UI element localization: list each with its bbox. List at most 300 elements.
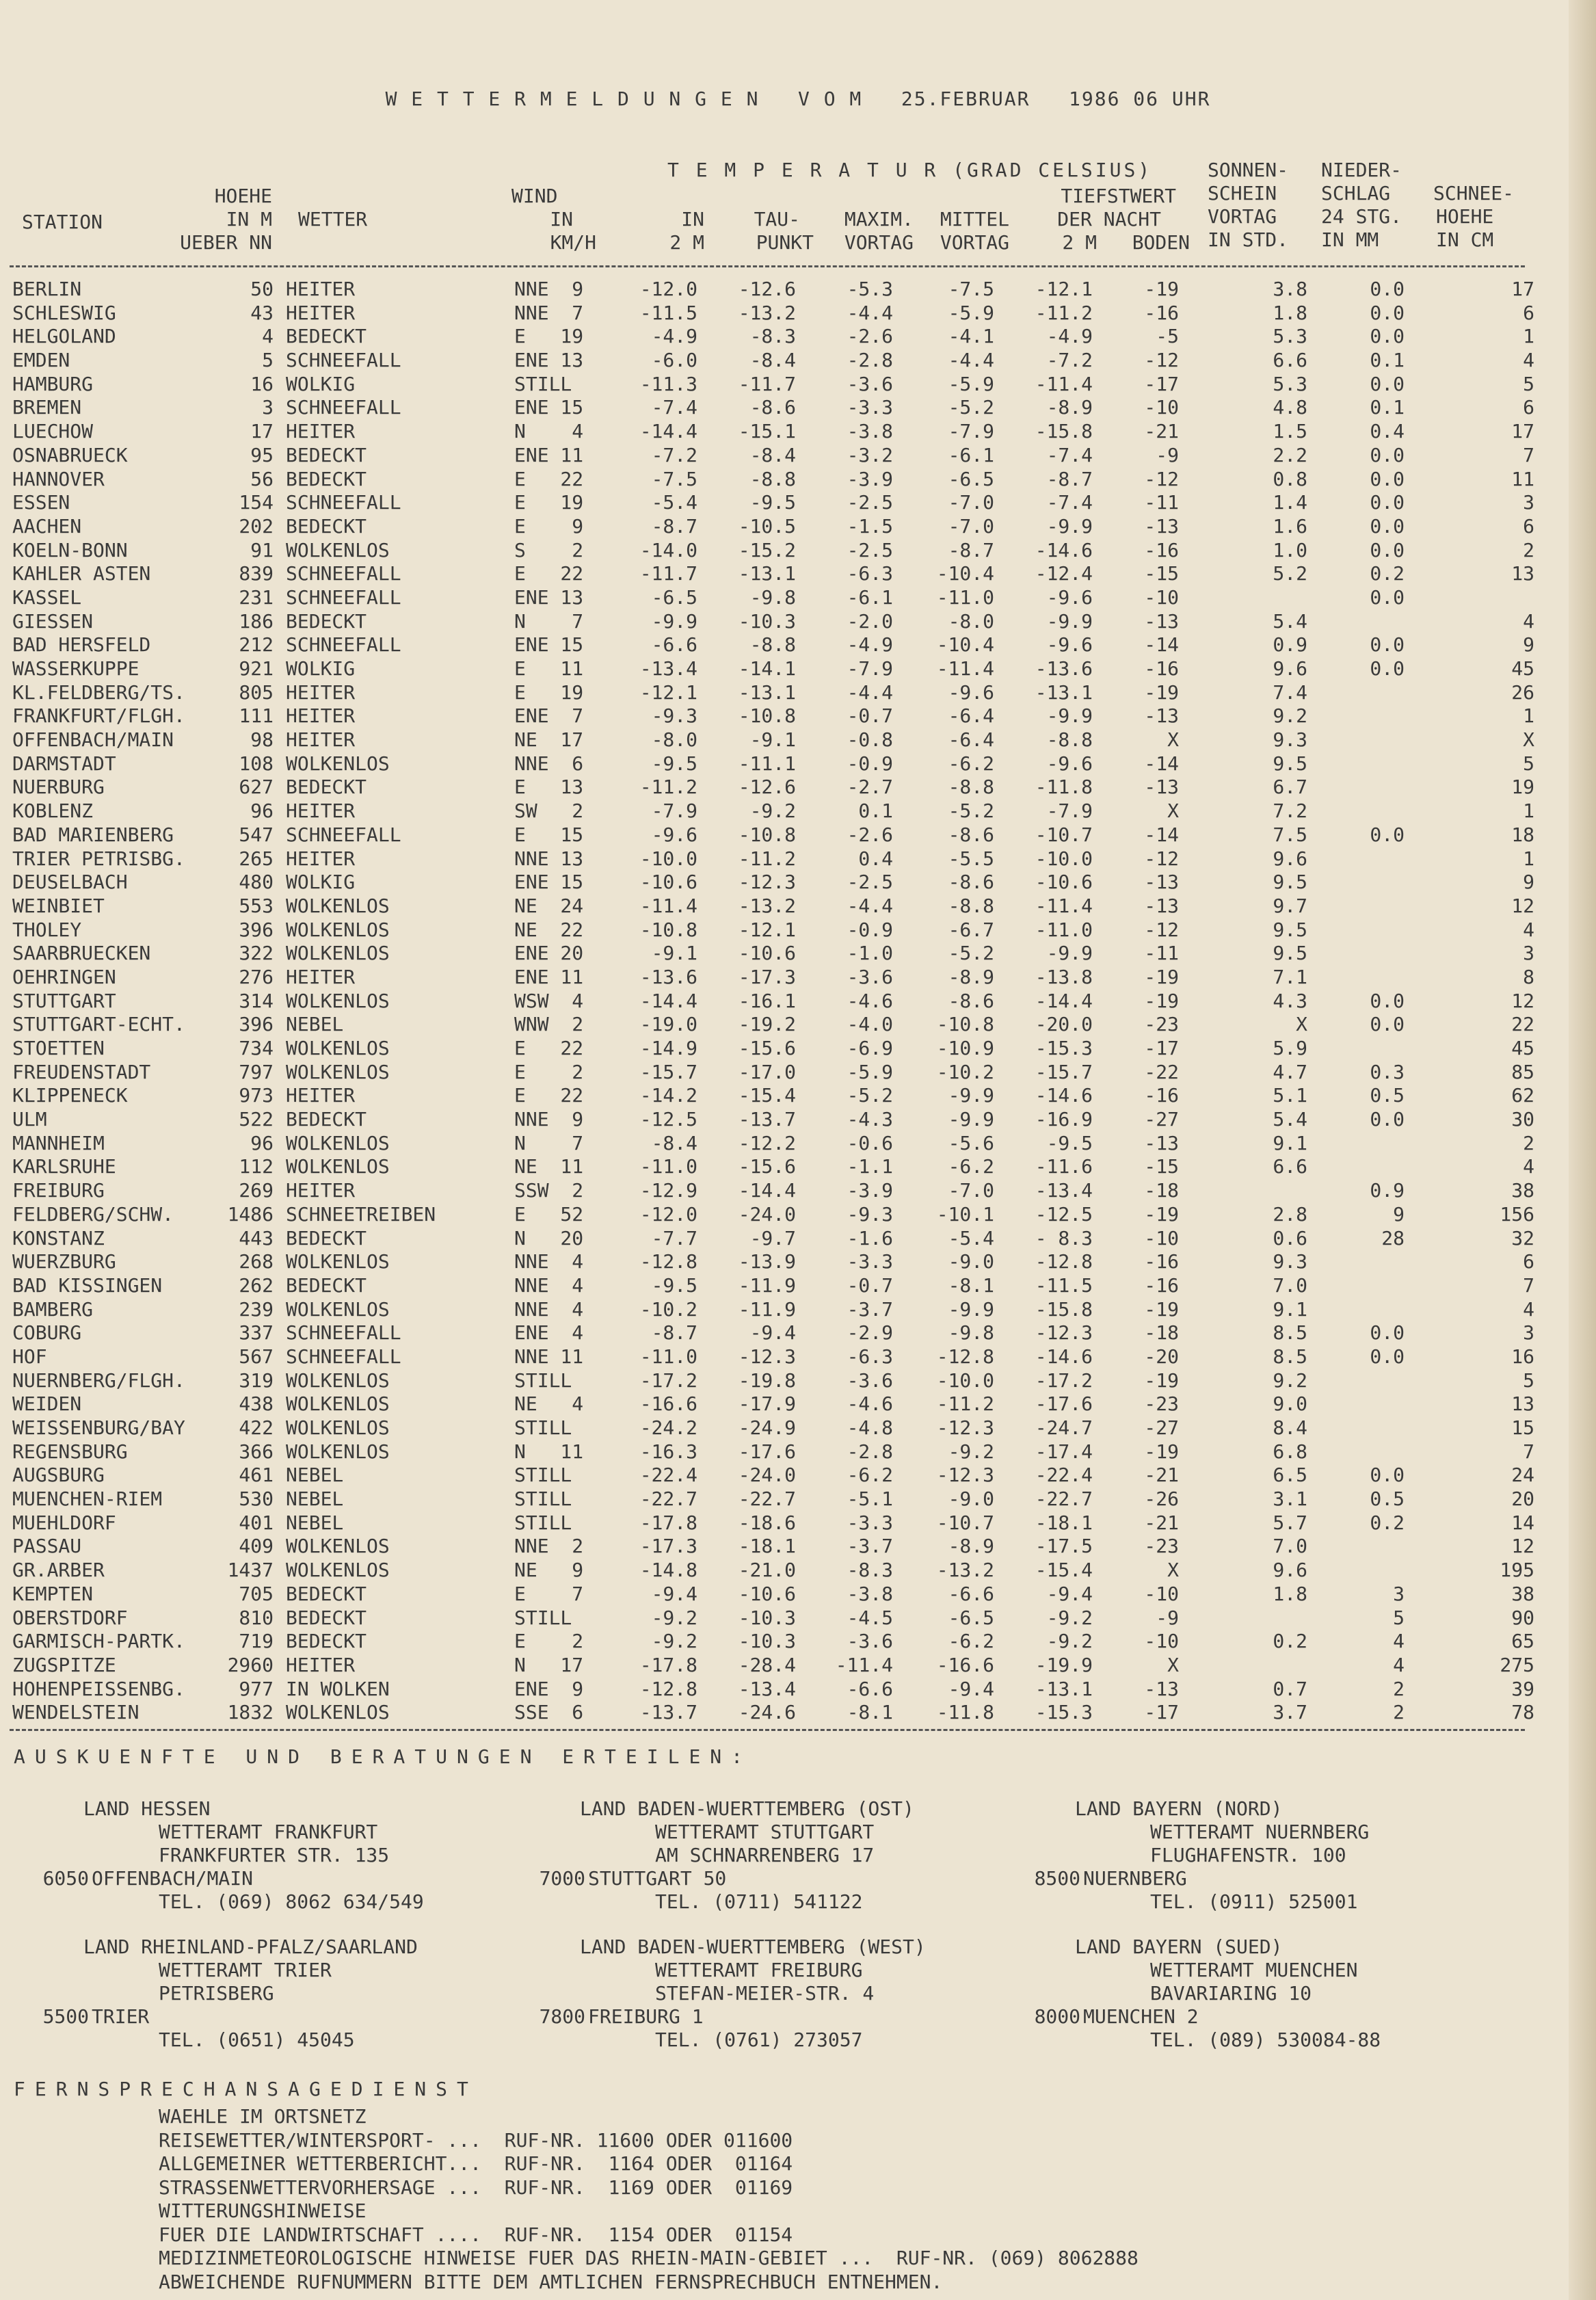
cell-tiefst-boden: -19 [1144,278,1179,300]
cell-temp-2m: -22.7 [639,1488,697,1511]
cell-nieder: 2 [1393,1701,1405,1724]
cell-schnee: 17 [1511,278,1534,300]
cell-wetter: HEITER [286,799,356,823]
phone-service-line: REISEWETTER/WINTERSPORT- ... RUF-NR. 11600 ODER 011600 [159,2128,793,2152]
cell-tiefst-boden: -13 [1144,1131,1179,1154]
cell-temp-2m: -22.4 [639,1464,697,1487]
cell-tiefst-2m: -15.4 [1035,1559,1093,1582]
office-city: MUENCHEN 2 [1083,2005,1199,2028]
office-plz: 7000 [539,1867,585,1890]
table-row [0,1321,1596,1345]
table-row [0,918,1596,942]
cell-tiefst-boden: -21 [1144,1464,1179,1487]
cell-station: LUECHOW [12,420,94,443]
cell-wetter: BEDECKT [286,1226,367,1250]
cell-station: SCHLESWIG [12,301,116,324]
cell-sonne: 0.6 [1273,1226,1307,1250]
table-row [0,1061,1596,1085]
cell-taupunkt: -9.1 [749,728,796,752]
cell-tiefst-2m: -9.2 [1046,1606,1093,1629]
cell-temp-2m: -5.4 [651,491,697,514]
cell-mittel: -10.1 [936,1202,994,1226]
table-row [0,704,1596,728]
cell-maxim: -3.7 [847,1297,893,1321]
cell-taupunkt: -24.9 [738,1416,796,1439]
cell-wetter: WOLKENLOS [286,989,390,1012]
table-row [0,776,1596,799]
cell-station: KEMPTEN [12,1582,94,1605]
cell-nieder: 0.0 [1370,325,1405,348]
table-row [0,990,1596,1014]
cell-taupunkt: -12.1 [738,918,796,941]
cell-wind: STILL [514,1369,572,1392]
office-block [8,1935,418,2052]
cell-sonne: 0.8 [1273,467,1307,490]
cell-tiefst-2m: -14.6 [1035,538,1093,561]
cell-maxim: -3.3 [847,1250,893,1273]
cell-wind: E 22 [514,1037,584,1059]
office-city-row [505,1867,914,1890]
cell-temp-2m: -14.2 [639,1084,697,1107]
cell-maxim: -2.6 [847,823,893,846]
cell-station: COBURG [12,1321,82,1345]
cell-nieder: 0.1 [1370,349,1405,372]
cell-tiefst-boden: -19 [1144,1202,1179,1226]
cell-sonne: 5.1 [1273,1084,1307,1107]
cell-tiefst-2m: -16.9 [1035,1108,1093,1131]
cell-station: DARMSTADT [12,752,116,775]
cell-sonne: 9.1 [1273,1297,1307,1321]
cell-maxim: -2.8 [847,349,893,372]
cell-temp-2m: -14.9 [639,1037,697,1059]
cell-maxim: -2.5 [847,491,893,514]
cell-sonne: 7.0 [1273,1273,1307,1297]
cell-station: HANNOVER [12,467,105,490]
cell-schnee: 85 [1511,1060,1534,1083]
cell-temp-2m: -8.7 [651,514,697,538]
cell-hoehe: 461 [239,1464,274,1487]
cell-hoehe: 319 [239,1369,274,1392]
cell-schnee: 90 [1511,1606,1534,1629]
cell-taupunkt: -10.8 [738,823,796,846]
cell-wetter: WOLKIG [286,657,356,680]
cell-mittel: -5.9 [948,372,994,395]
office-line: FRANKFURTER STR. 135 [159,1844,390,1866]
cell-wind: STILL [514,1488,572,1511]
cell-schnee: 6 [1523,1250,1534,1273]
cell-taupunkt: -24.0 [738,1202,796,1226]
cell-taupunkt: -15.2 [738,538,796,561]
cell-station: REGENSBURG [12,1440,128,1463]
cell-mittel: -9.9 [948,1108,994,1131]
cell-maxim: -2.0 [847,609,893,633]
cell-hoehe: 95 [250,443,274,466]
header-tiefst-2m: 2 M [1062,231,1097,254]
cell-station: FRANKFURT/FLGH. [12,704,185,728]
cell-wetter: HEITER [286,965,356,988]
cell-taupunkt: -19.8 [738,1369,796,1392]
cell-tiefst-2m: -15.3 [1035,1037,1093,1059]
cell-temp-2m: -10.0 [639,847,697,870]
cell-tiefst-boden: X [1167,799,1179,823]
office-phone: TEL. (089) 530084-88 [1150,2028,1381,2051]
cell-taupunkt: -21.0 [738,1559,796,1582]
cell-station: HOHENPEISSENBG. [12,1677,185,1700]
cell-station: SAARBRUECKEN [12,942,151,965]
header-wetter: WETTER [298,208,368,230]
cell-tiefst-boden: -13 [1144,609,1179,633]
cell-wind: ENE 4 [514,1321,584,1345]
cell-schnee: 5 [1523,752,1534,775]
cell-mittel: -6.1 [948,443,994,466]
cell-mittel: -8.8 [948,776,994,799]
cell-wind: NNE 13 [514,847,584,870]
cell-taupunkt: -10.3 [738,1630,796,1653]
cell-station: KARLSRUHE [12,1155,116,1178]
cell-wind: E 19 [514,491,584,514]
cell-tiefst-2m: -17.6 [1035,1392,1093,1416]
cell-hoehe: 322 [239,942,274,965]
cell-nieder: 0.0 [1370,657,1405,680]
cell-wind: E 13 [514,776,584,799]
cell-maxim: -2.7 [847,776,893,799]
cell-taupunkt: -15.6 [738,1037,796,1059]
cell-station: FREUDENSTADT [12,1060,151,1083]
cell-taupunkt: -12.6 [738,776,796,799]
header-taupunkt-2: PUNKT [756,231,814,254]
cell-hoehe: 231 [239,585,274,609]
cell-mittel: -10.2 [936,1060,994,1083]
cell-wetter: WOLKIG [286,372,356,395]
cell-tiefst-boden: -17 [1144,1701,1179,1724]
cell-hoehe: 921 [239,657,274,680]
cell-wetter: WOLKENLOS [286,1701,390,1724]
cell-tiefst-boden: -9 [1156,443,1179,466]
cell-station: BREMEN [12,396,82,419]
cell-taupunkt: -28.4 [738,1653,796,1676]
cell-sonne: 6.6 [1273,1155,1307,1178]
cell-sonne: 1.0 [1273,538,1307,561]
table-row [0,633,1596,657]
office-city-row [8,2005,418,2028]
cell-hoehe: 212 [239,633,274,657]
table-row [0,1250,1596,1274]
cell-sonne: 5.7 [1273,1511,1307,1534]
table-row [0,1678,1596,1702]
cell-mittel: -9.0 [948,1250,994,1273]
cell-sonne: 2.2 [1273,443,1307,466]
table-row [0,373,1596,397]
cell-mittel: -6.4 [948,728,994,752]
office-city: STUTTGART 50 [588,1867,727,1890]
cell-wetter: WOLKENLOS [286,1060,390,1083]
cell-schnee: 13 [1511,562,1534,585]
cell-mittel: -6.2 [948,1630,994,1653]
cell-mittel: -8.8 [948,894,994,917]
cell-wetter: WOLKENLOS [286,1297,390,1321]
cell-sonne: 9.6 [1273,847,1307,870]
cell-nieder: 0.0 [1370,585,1405,609]
cell-wetter: WOLKENLOS [286,1131,390,1154]
cell-schnee: X [1523,728,1534,752]
table-row [0,491,1596,515]
cell-temp-2m: -13.7 [639,1701,697,1724]
cell-temp-2m: -7.2 [651,443,697,466]
cell-tiefst-boden: -20 [1144,1345,1179,1368]
cell-taupunkt: -13.9 [738,1250,796,1273]
cell-station: GR.ARBER [12,1559,105,1582]
header-nieder-4: IN MM [1321,228,1379,251]
table-row [0,1037,1596,1061]
cell-station: FREIBURG [12,1179,105,1202]
cell-temp-2m: -24.2 [639,1416,697,1439]
cell-schnee: 15 [1511,1416,1534,1439]
office-phone: TEL. (069) 8062 634/549 [159,1890,424,1913]
cell-nieder: 0.0 [1370,301,1405,324]
cell-schnee: 4 [1523,609,1534,633]
cell-temp-2m: -11.7 [639,562,697,585]
cell-maxim: -2.5 [847,871,893,894]
cell-wetter: HEITER [286,680,356,704]
cell-wind: E 7 [514,1582,584,1605]
cell-hoehe: 797 [239,1060,274,1083]
cell-maxim: -3.6 [847,372,893,395]
cell-station: AUGSBURG [12,1464,105,1487]
cell-station: BAD KISSINGEN [12,1273,163,1297]
cell-wind: ENE 15 [514,871,584,894]
cell-nieder: 0.0 [1370,1464,1405,1487]
table-row [0,278,1596,302]
cell-mittel: -6.5 [948,467,994,490]
cell-maxim: -6.9 [847,1037,893,1059]
phone-service-line: MEDIZINMETEOROLOGISCHE HINWEISE FUER DAS RHEIN-MAIN-GEBIET ... RUF-NR. (069) 8062888 [159,2247,1139,2269]
cell-maxim: -0.9 [847,918,893,941]
office-plz: 7800 [539,2005,585,2028]
table-row [0,1583,1596,1607]
cell-mittel: -5.2 [948,396,994,419]
cell-wetter: WOLKENLOS [286,894,390,917]
office-line: WETTERAMT FREIBURG [655,1959,863,1981]
office-phone: TEL. (0651) 45045 [159,2028,355,2051]
cell-wetter: HEITER [286,847,356,870]
cell-station: ULM [12,1108,47,1131]
cell-tiefst-boden: X [1167,1653,1179,1676]
office-plz: 6050 [42,1867,89,1890]
cell-wind: STILL [514,1464,572,1487]
cell-taupunkt: -15.6 [738,1155,796,1178]
table-row [0,396,1596,420]
cell-wind: N 20 [514,1226,584,1250]
cell-sonne: 5.3 [1273,325,1307,348]
cell-nieder: 5 [1393,1606,1405,1629]
cell-nieder: 0.9 [1370,1179,1405,1202]
cell-hoehe: 366 [239,1440,274,1463]
cell-temp-2m: -16.3 [639,1440,697,1463]
cell-schnee: 5 [1523,372,1534,395]
cell-sonne: 2.8 [1273,1202,1307,1226]
cell-mittel: -10.4 [936,633,994,657]
cell-taupunkt: -13.4 [738,1677,796,1700]
cell-mittel: -11.0 [936,585,994,609]
cell-hoehe: 567 [239,1345,274,1368]
cell-station: MANNHEIM [12,1131,105,1154]
cell-temp-2m: -12.5 [639,1108,697,1131]
cell-tiefst-boden: -19 [1144,680,1179,704]
cell-station: HAMBURG [12,372,94,395]
cell-wind: ENE 20 [514,942,584,965]
cell-taupunkt: -13.2 [738,894,796,917]
cell-taupunkt: -12.3 [738,1345,796,1368]
cell-wetter: BEDECKT [286,467,367,490]
cell-mittel: -11.2 [936,1392,994,1416]
cell-maxim: -2.9 [847,1321,893,1345]
cell-nieder: 0.0 [1370,1108,1405,1131]
cell-temp-2m: -17.3 [639,1535,697,1558]
cell-tiefst-2m: -7.9 [1046,799,1093,823]
table-end-rule [10,1729,1525,1731]
cell-maxim: -6.3 [847,1345,893,1368]
cell-wetter: WOLKENLOS [286,1369,390,1392]
cell-taupunkt: -10.6 [738,1582,796,1605]
cell-schnee: 13 [1511,1392,1534,1416]
cell-hoehe: 239 [239,1297,274,1321]
cell-temp-2m: -8.4 [651,1131,697,1154]
cell-station: OSNABRUECK [12,443,128,466]
cell-wetter: BEDECKT [286,1582,367,1605]
cell-hoehe: 17 [250,420,274,443]
cell-nieder: 2 [1393,1677,1405,1700]
cell-schnee: 1 [1523,847,1534,870]
cell-taupunkt: -22.7 [738,1488,796,1511]
cell-schnee: 45 [1511,1037,1534,1059]
cell-taupunkt: -8.8 [749,467,796,490]
cell-station: KOBLENZ [12,799,94,823]
cell-temp-2m: -14.4 [639,989,697,1012]
cell-wind: ENE 13 [514,349,584,372]
cell-station: WEISSENBURG/BAY [12,1416,185,1439]
cell-nieder: 0.0 [1370,538,1405,561]
cell-schnee: 3 [1523,942,1534,965]
cell-maxim: -4.4 [847,301,893,324]
cell-schnee: 11 [1511,467,1534,490]
cell-wind: NNE 2 [514,1535,584,1558]
cell-schnee: 9 [1523,633,1534,657]
cell-nieder: 0.0 [1370,491,1405,514]
cell-tiefst-2m: -19.9 [1035,1653,1093,1676]
cell-tiefst-2m: -11.8 [1035,776,1093,799]
cell-maxim: -9.3 [847,1202,893,1226]
cell-temp-2m: -11.4 [639,894,697,917]
cell-sonne: 5.3 [1273,372,1307,395]
cell-tiefst-2m: -14.6 [1035,1345,1093,1368]
cell-schnee: 9 [1523,871,1534,894]
cell-maxim: -1.1 [847,1155,893,1178]
cell-temp-2m: -10.6 [639,871,697,894]
cell-wind: NE 22 [514,918,584,941]
cell-mittel: -6.4 [948,704,994,728]
cell-hoehe: 805 [239,680,274,704]
cell-wetter: SCHNEEFALL [286,1321,401,1345]
cell-hoehe: 547 [239,823,274,846]
table-row [0,871,1596,895]
header-temperatur: T E M P E R A T U R (GRAD CELSIUS) [667,159,1153,181]
phone-service-line: FUER DIE LANDWIRTSCHAFT .... RUF-NR. 1154 ODER 01154 [159,2223,793,2246]
cell-wind: NNE 4 [514,1297,584,1321]
cell-wind: N 7 [514,609,584,633]
table-row [0,1227,1596,1251]
cell-wind: E 2 [514,1630,584,1653]
cell-tiefst-2m: -10.0 [1035,847,1093,870]
cell-tiefst-boden: -16 [1144,1084,1179,1107]
cell-tiefst-2m: -12.8 [1035,1250,1093,1273]
cell-wind: E 22 [514,562,584,585]
office-plz: 8500 [1034,1867,1080,1890]
cell-tiefst-2m: -18.1 [1035,1511,1093,1534]
cell-taupunkt: -12.6 [738,278,796,300]
cell-schnee: 3 [1523,1321,1534,1345]
header-nieder-1: NIEDER- [1321,159,1402,181]
table-row [0,562,1596,586]
table-row [0,728,1596,752]
cell-maxim: -6.2 [847,1464,893,1487]
cell-nieder: 0.0 [1370,443,1405,466]
cell-hoehe: 91 [250,538,274,561]
cell-mittel: -4.1 [948,325,994,348]
cell-wind: ENE 13 [514,585,584,609]
cell-tiefst-boden: -10 [1144,585,1179,609]
cell-temp-2m: -9.5 [651,752,697,775]
table-row [0,1132,1596,1156]
cell-maxim: -2.8 [847,1440,893,1463]
cell-tiefst-2m: -11.2 [1035,301,1093,324]
cell-tiefst-boden: -12 [1144,847,1179,870]
cell-maxim: -0.9 [847,752,893,775]
cell-hoehe: 5 [262,349,274,372]
cell-schnee: 20 [1511,1488,1534,1511]
cell-tiefst-2m: -9.6 [1046,752,1093,775]
cell-schnee: 65 [1511,1630,1534,1653]
cell-schnee: 78 [1511,1701,1534,1724]
cell-mittel: -10.7 [936,1511,994,1534]
cell-nieder: 0.4 [1370,420,1405,443]
cell-hoehe: 262 [239,1273,274,1297]
cell-wind: ENE 11 [514,965,584,988]
header-tiefst-1: TIEFSTWERT [1061,185,1176,207]
cell-station: KL.FELDBERG/TS. [12,680,185,704]
cell-tiefst-2m: -22.4 [1035,1464,1093,1487]
cell-taupunkt: -9.8 [749,585,796,609]
cell-wetter: WOLKENLOS [286,1559,390,1582]
cell-station: WEIDEN [12,1392,82,1416]
cell-maxim: -1.0 [847,942,893,965]
header-sonne-2: SCHEIN [1208,182,1277,204]
cell-mittel: -9.0 [948,1488,994,1511]
cell-schnee: 8 [1523,965,1534,988]
office-line: WETTERAMT FRANKFURT [159,1821,378,1843]
cell-maxim: -3.8 [847,1582,893,1605]
cell-sonne: 6.7 [1273,776,1307,799]
cell-hoehe: 108 [239,752,274,775]
cell-hoehe: 409 [239,1535,274,1558]
cell-sonne: 8.4 [1273,1416,1307,1439]
cell-tiefst-boden: -12 [1144,349,1179,372]
cell-sonne: 9.0 [1273,1392,1307,1416]
cell-mittel: -4.4 [948,349,994,372]
cell-hoehe: 1486 [227,1202,274,1226]
cell-taupunkt: -17.0 [738,1060,796,1083]
cell-tiefst-2m: -7.4 [1046,443,1093,466]
cell-tiefst-2m: -11.0 [1035,918,1093,941]
